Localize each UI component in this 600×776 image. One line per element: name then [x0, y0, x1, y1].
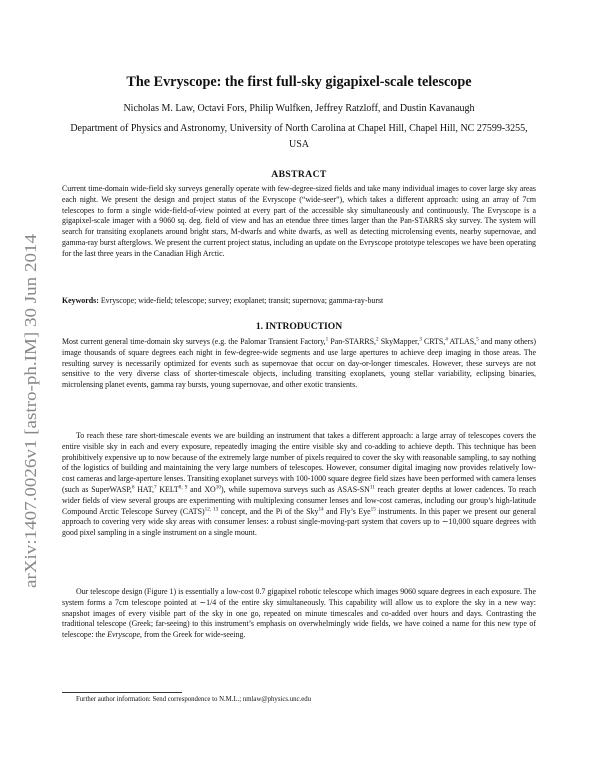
section-heading-introduction: 1. INTRODUCTION	[255, 321, 343, 332]
intro-paragraph-2: To reach these rare short-timescale events we are building an instrument that takes a different approach: a large array of telescopes covers the entire visible sky in each and every exposure, repeatedly imaging the entire visible sky and co-adding to achieve depth. This technique has been prohibitively expensive up to now because of the extremely large number of pixels required to cover the sky with reasonable sampling, to say nothing of the logistics of building and maintaining the very large numbers of telescopes. However, consumer digital imaging now provides relatively low-cost cameras and large-aperture lenses. Transiting exoplanet surveys with 100-1000 square degree field sizes have been performed with camera lenses (such as SuperWASP,$^6$ HAT,$^7$ KELT$^{8, 9}$ and XO$^{10}$), while supernova surveys such as ASAS-SN$^{11}$ reach greater depths at lower cadences. To reach wider fields of view several groups are experimenting with multiplexing consumer lenses and low-cost cameras, including our group’s high-latitude Compound Arctic Telescope Survey (CATS)$^{12, 13}$ concept, and the Pi of the Sky$^{14}$ and Fly’s Eye$^{15}$ instruments. In this paper we present our general approach to covering very wide sky areas with consumer lenses: a robust single-moving-part system that covers up to ∼10,000 square degrees with good pixel sampling in a single instrument on a single mount.	[62, 431, 537, 538]
keywords-label: Keywords:	[62, 296, 99, 305]
citation: 8, 9	[178, 484, 188, 491]
citation: 15	[370, 505, 376, 512]
keywords-list: Evryscope; wide-field; telescope; survey; exoplanet; transit; supernova; gamma-ray-burst	[100, 296, 384, 305]
citation: 4	[445, 336, 448, 343]
citation: 6	[131, 484, 135, 491]
citation: 11	[369, 484, 375, 491]
citation: 2	[376, 336, 379, 343]
citation: 1	[325, 336, 329, 343]
paper-title: The Evryscope: the first full-sky gigapixel-scale telescope	[126, 74, 472, 90]
citation: 10	[215, 484, 221, 491]
citation: 12, 13	[204, 505, 219, 512]
citation: 14	[318, 505, 324, 512]
intro-paragraph-1: Most current general time-domain sky surveys (e.g. the Palomar Transient Factory,$^1$ Pan-STARRS,$^2$ SkyMapper,$^3$ CRTS,$^4$ ATLAS,$^5$ and many others) image thousands of square degrees each night in few-degree-wide segments and use large apertures to achieve deep imaging in those areas. The resulting survey is necessarily optimized for events such as supernovae that occur on day-or-longer timescales. However, these surveys are not sensitive to the very diverse class of shorter-timescale objects, including transiting exoplanets, young stellar variability, eclipsing binaries, microlensing planet events, gamma ray bursts, young supernovae, and other exotic transients.	[62, 336, 536, 390]
footnote-correspondence: Further author information: Send correspondence to N.M.L.; nmlaw@physics.unc.edu	[76, 696, 312, 703]
author-list: Nicholas M. Law, Octavi Fors, Philip Wulfken, Jeffrey Ratzloff, and Dustin Kavanaugh	[123, 103, 475, 114]
keywords-line	[62, 296, 536, 307]
abstract-text: Current time-domain wide-field sky surveys generally operate with few-degree-sized fields and take many individual images to cover large sky areas each night. We present the design and project status of the Evryscope (“wide-seer”), which takes a different approach: using an array of 7cm telescopes to form a single wide-field-of-view pointed at every part of the accessible sky simultaneously and continuously. The Evryscope is a gigapixel-scale imager with a 9060 sq. deg. field of view and has an etendue three times larger than the Pan-STARRS sky survey. The system will search for transiting exoplanets around bright stars, M-dwarfs and white dwarfs, as well as detecting microlensing events, nearby supernovae, and gamma-ray burst afterglows. We present the current project status, including an update on the Evryscope prototype telescopes we have been operating for the last three years in the Canadian High Arctic.	[62, 184, 536, 258]
author-affiliation: Department of Physics and Astronomy, University of North Carolina at Chapel Hill, Chapel Hill, NC 27599-3255, USA	[70, 123, 528, 150]
footnote-divider	[62, 692, 182, 693]
intro-paragraph-3: Our telescope design (Figure 1) is essentially a low-cost 0.7 gigapixel robotic telescope which images 9060 square degrees in each exposure. The system forms a 7cm telescope pointed at ∼1/4 of the entire sky simultaneously. This capability will allow us to explore the sky in a new way: snapshot images of every visible part of the sky in one go, repeated on minute timescales and co-added over hours and days. Contrasting the traditional telescope (Greek; far-seeing) to this instrument’s emphasis on overwhelmingly wide fields, we have coined a name for this new type of telescope: the Evryscope, from the Greek for wide-seeing.	[62, 587, 536, 640]
arxiv-identifier-stamp	[20, 230, 42, 590]
citation: 7	[153, 484, 157, 491]
evryscope-term: Evryscope	[107, 630, 141, 640]
citation: 5	[476, 336, 479, 343]
abstract-heading: ABSTRACT	[271, 169, 327, 180]
citation: 3	[419, 336, 422, 343]
arxiv-identifier-text: arXiv:1407.0026v1 [astro-ph.IM] 30 Jun 2014	[21, 280, 40, 588]
